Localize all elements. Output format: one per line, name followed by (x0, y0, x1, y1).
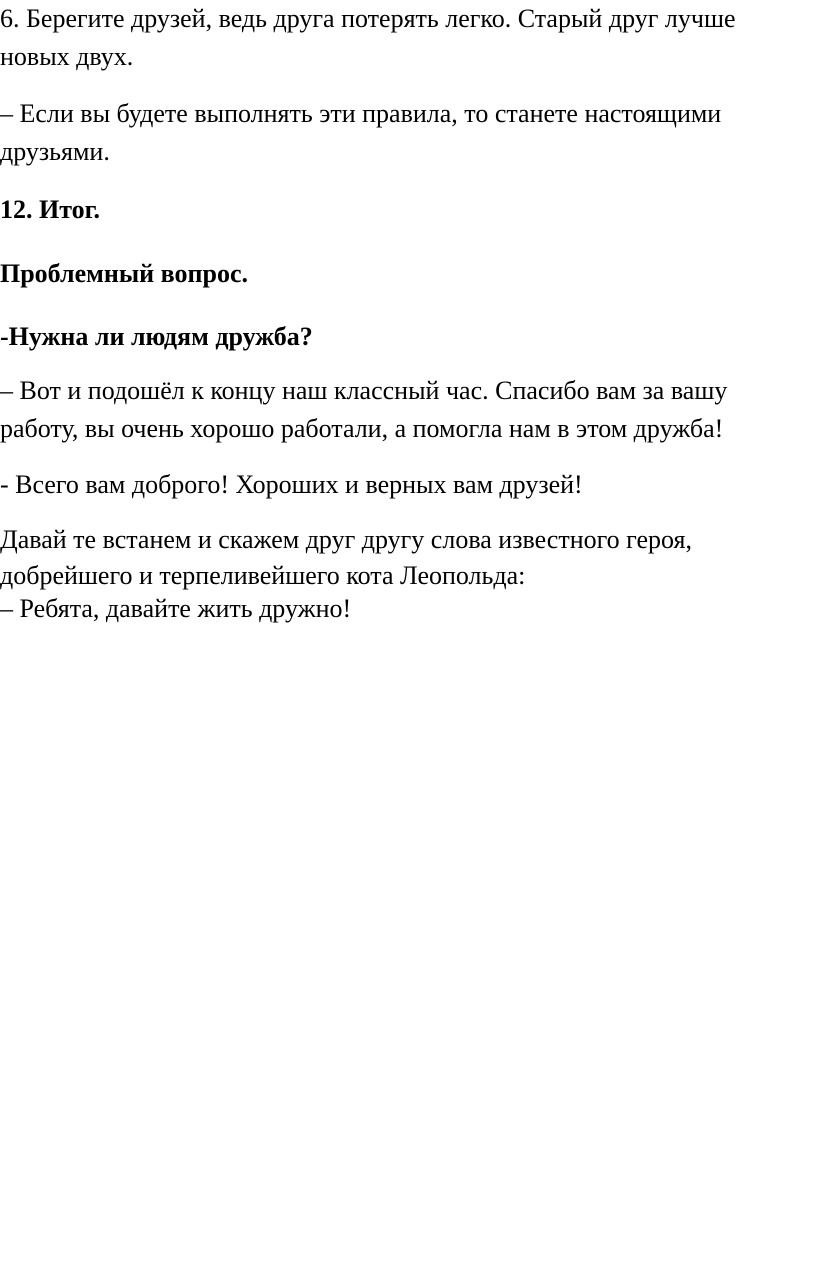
rule-6-line-1: 6. Берегите друзей, ведь друга потерять легко. Старый друг лучше (0, 4, 736, 33)
rule-6-paragraph (0, 0, 736, 76)
rule-6-line-2: новых двух. (0, 42, 134, 71)
wishes-paragraph: - Всего вам доброго! Хороших и верных вам друзей! (0, 470, 583, 499)
final-line-2: добрейшего и терпеливейшего кота Леопольда: (0, 561, 526, 590)
closing-line-1: – Вот и подошёл к концу наш классный час. Спасибо вам за вашу (0, 376, 728, 405)
rules-conclusion-line-1: – Если вы будете выполнять эти правила, то станете настоящими (0, 99, 722, 128)
problem-heading: Проблемный вопрос. (0, 259, 248, 288)
final-line-3: – Ребята, давайте жить дружно! (0, 594, 352, 623)
closing-paragraph (0, 372, 727, 448)
final-paragraph (0, 521, 692, 625)
closing-line-2: работу, вы очень хорошо работали, а помогла нам в этом дружба! (0, 414, 724, 443)
rules-conclusion-line-2: друзьями. (0, 137, 110, 166)
final-line-1: Давай те встанем и скажем друг другу слова известного героя, (0, 525, 692, 554)
section-heading: 12. Итог. (0, 195, 101, 224)
rules-conclusion-paragraph (0, 95, 721, 171)
problem-question: -Нужна ли людям дружба? (0, 322, 313, 351)
